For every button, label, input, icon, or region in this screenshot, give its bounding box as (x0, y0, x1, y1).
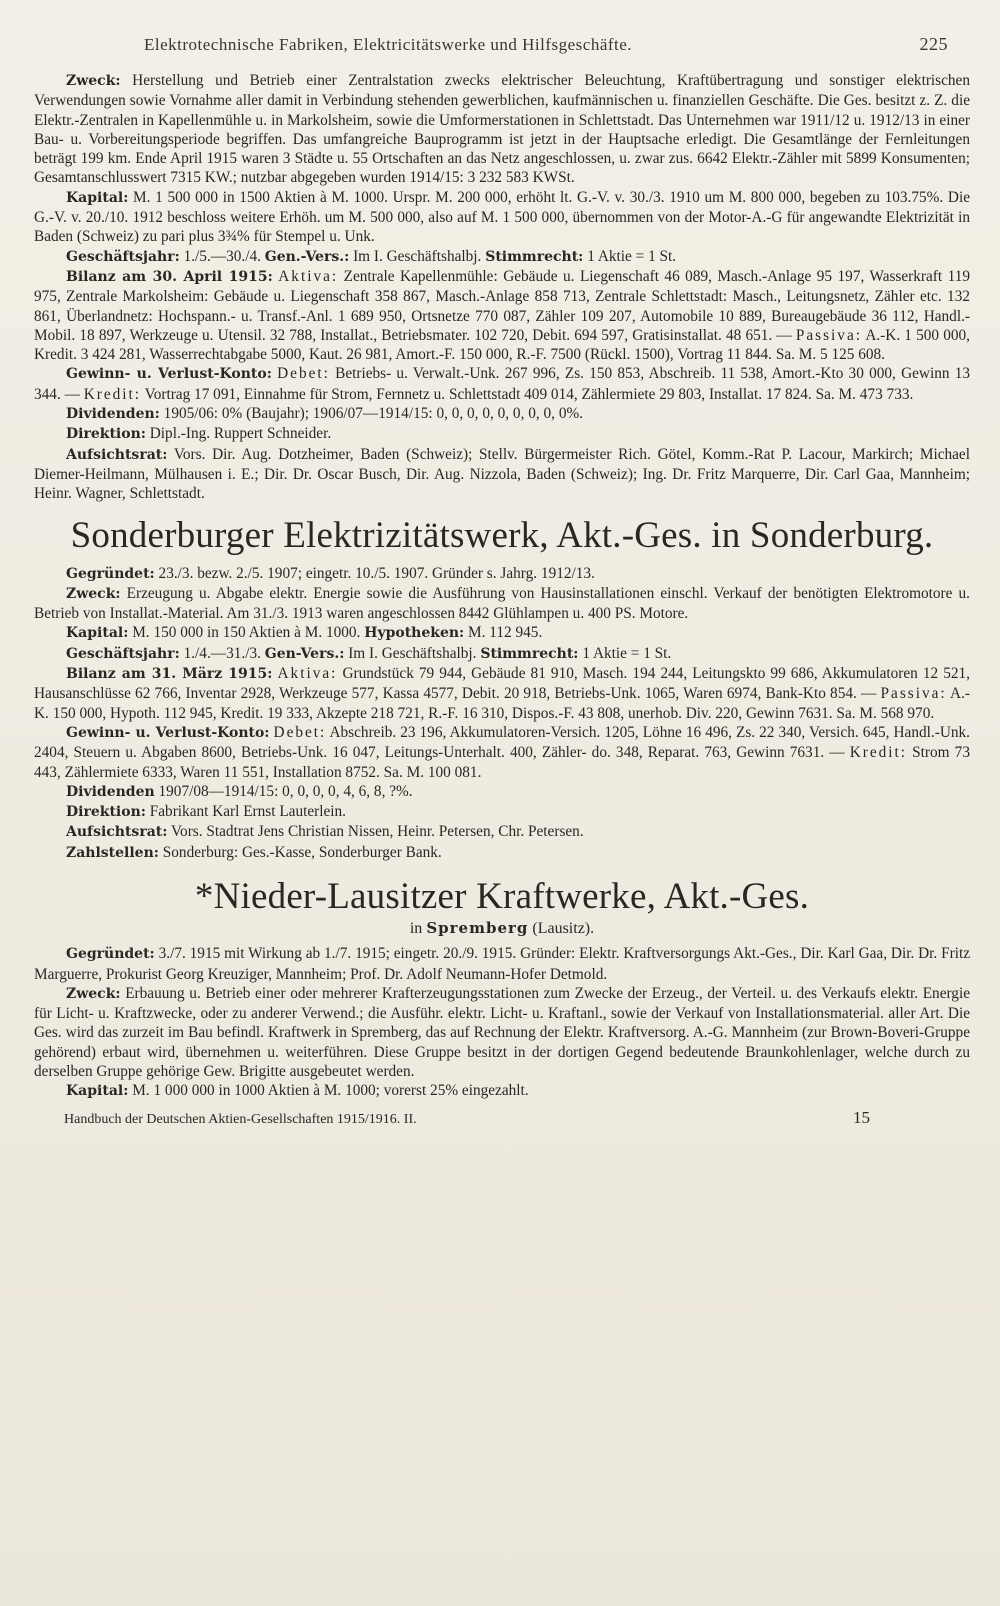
aufsichtsrat-text: Vors. Dir. Aug. Dotzheimer, Baden (Schweiz); Stellv. Bürgermeister Rich. Götel, Komm.-Rat P. Lacour, Markirch; Michael Diemer-Heilmann, Mülhausen i. E.; Dir. Dr. Oscar Busch, Dir. Aug. Nizzola, Baden (Schweiz); Ing. Dr. Fritz Marquerre, Dir. Carl Gaa, Mannheim; Heinr. Wagner, Schlettstadt. (34, 445, 970, 503)
passiva-text: A.-K. 1 500 000, Kredit. 3 424 281, Wasserrechtabgabe 5000, Kaut. 26 981, Amort.-F. 150 000, R.-F. 7500 (Rückl. 1500), Vortrag 11 844. Sa. M. 5 125 608. (34, 326, 970, 364)
kapital-text: M. 1 000 000 in 1000 Aktien à M. 1000; vorerst 25% eingezahlt. (132, 1082, 529, 1100)
gewinn-paragraph (34, 723, 970, 782)
gegruendet-label: Gegründet: (66, 565, 155, 582)
debet-text: Betriebs- u. Verwalt.-Unk. 267 996, Zs. 150 853, Abschreib. 11 538, Amort.-Kto 30 000, Gewinn 13 344. — (34, 365, 971, 403)
running-header (34, 34, 970, 55)
direktion-paragraph (34, 802, 970, 822)
zweck-label: Zweck: (66, 985, 121, 1002)
gen-vers-text: Im I. Geschäftshalbj. (348, 644, 477, 662)
direktion-text: Dipl.-Ing. Ruppert Schneider. (149, 425, 332, 443)
footer-source: Handbuch der Deutschen Aktien-Gesellschaften 1915/1916. II. (64, 1111, 417, 1127)
page-body (34, 71, 970, 1102)
kapital-text: M. 150 000 in 150 Aktien à M. 1000. (132, 624, 361, 642)
footer-sheet-number: 15 (853, 1107, 870, 1127)
geschaeftsjahr-text: 1./5.—30./4. (183, 247, 261, 265)
direktion-label: Direktion: (66, 426, 146, 443)
gegruendet-paragraph (34, 944, 970, 984)
geschaeftsjahr-label: Geschäftsjahr: (66, 248, 180, 265)
geschaeftsjahr-paragraph (34, 644, 970, 664)
stimmrecht-label: Stimmrecht: (485, 248, 584, 265)
direktion-label: Direktion: (66, 804, 146, 821)
bilanz-label: Bilanz am 31. März 1915: (66, 666, 273, 683)
zahlstellen-paragraph (34, 843, 970, 863)
location-city: Spremberg (426, 918, 529, 937)
dividenden-label: Dividenden (66, 783, 155, 800)
company-location (34, 919, 970, 938)
debet-label: Debet: (273, 723, 327, 741)
zweck-paragraph (34, 71, 970, 188)
gen-vers-label: Gen.-Vers.: (264, 248, 350, 265)
gen-vers-text: Im I. Geschäftshalbj. (353, 247, 482, 265)
aufsichtsrat-paragraph (34, 445, 970, 504)
stimmrecht-text: 1 Aktie = 1 St. (582, 644, 672, 662)
hypotheken-label: Hypotheken: (364, 625, 465, 642)
kapital-paragraph (34, 1081, 970, 1101)
dividenden-text: 1905/06: 0% (Baujahr); 1906/07—1914/15: 0, 0, 0, 0, 0, 0, 0, 0, 0%. (163, 405, 584, 423)
geschaeftsjahr-label: Geschäftsjahr: (66, 645, 180, 662)
company-title-nieder-lausitz: *Nieder-Lausitzer Kraftwerke, Akt.-Ges. (194, 875, 810, 917)
passiva-label: Passiva: (880, 685, 947, 703)
aktiva-text: Grundstück 79 944, Gebäude 81 910, Masch. 194 244, Leitungskto 99 686, Akkumulatoren 12 521, Hausanschlüsse 62 766, Inventar 2928, Werkzeuge 577, Kassa 4577, Debit. 20 918, Betriebs-Unk. 1065, Waren 6974, Bank-Kto 854. — (34, 665, 971, 703)
kredit-label: Kredit: (849, 744, 908, 762)
company-title-sonderburg: Sonderburger Elektrizitätswerk, Akt.-Ges. in Sonderburg. (70, 514, 934, 556)
kredit-text: Vortrag 17 091, Einnahme für Strom, Fernnetz u. Schlettstadt 409 014, Zählermiete 29 803, Installat. 17 824. Sa. M. 473 733. (144, 385, 914, 403)
gegruendet-text: 23./3. bezw. 2./5. 1907; eingetr. 10./5. 1907. Gründer s. Jahrg. 1912/13. (158, 564, 595, 582)
aktiva-text: Zentrale Kapellenmühle: Gebäude u. Liegenschaft 46 089, Masch.-Anlage 95 197, Wasserkraft 119 975, Zentrale Markolsheim: Gebäude u. Liegenschaft 358 867, Masch.-Anlage 858 713, Zentrale Schlettstadt: Masch., Leitungsnetz, Zähler etc. 132 861, Überlandnetz: Hochspann.- u. Transf.-Anl. 1 689 950, Ortsnetze 770 087, Zähler 109 207, Automobile 10 889, Bureaugebäude 36 112, Handl.-Mobil. 18 897, Werkzeuge u. Utensil. 32 788, Installat., Betriebsmater. 102 720, Debit. 694 597, Gratisinstallat. 48 651. — (34, 267, 970, 344)
stimmrecht-label: Stimmrecht: (480, 645, 579, 662)
passiva-text: A.-K. 150 000, Hypoth. 112 945, Kredit. 19 333, Akzepte 218 721, R.-F. 16 310, Dispos.-F. 43 808, unerhob. Div. 220, Gewinn 7631. Sa. M. 568 970. (34, 685, 970, 722)
geschaeftsjahr-paragraph (34, 247, 970, 267)
bilanz-paragraph (34, 267, 970, 364)
zweck-label: Zweck: (66, 585, 121, 602)
gegruendet-paragraph (34, 564, 970, 584)
geschaeftsjahr-text: 1./4.—31./3. (183, 644, 261, 662)
kapital-label: Kapital: (66, 189, 129, 206)
aufsichtsrat-label: Aufsichtsrat: (66, 824, 168, 841)
gegruendet-label: Gegründet: (66, 946, 155, 963)
zweck-label: Zweck: (66, 73, 121, 89)
aufsichtsrat-label: Aufsichtsrat: (66, 446, 168, 463)
location-suffix: (Lausitz). (532, 919, 595, 937)
zweck-text: Erzeugung u. Abgabe elektr. Energie sowie die Ausführung von Hausinstallationen einschl. Verkauf der benötigten Elektromotore u. Betrieb von Installat.-Material. Am 31./3. 1913 waren angeschlossen 8442 Glühlampen u. 400 PS. Motore. (34, 584, 970, 623)
gegruendet-text: 3./7. 1915 mit Wirkung ab 1./7. 1915; eingetr. 20./9. 1915. Gründer: Elektr. Kraftversorgungs Akt.-Ges., Dir. Karl Gaa, Dir. Dr. Fritz Marguerre, Prokurist Georg Kreuziger, Mannheim; Prof. Dr. Adolf Neumann-Hofer Detmold. (34, 945, 971, 983)
gewinn-paragraph (34, 364, 970, 404)
dividenden-text: 1907/08—1914/15: 0, 0, 0, 0, 4, 6, 8, ?%. (158, 782, 413, 800)
kapital-paragraph (34, 188, 970, 247)
zweck-text: Herstellung und Betrieb einer Zentralstation zwecks elektrischer Beleuchtung, Kraftübertragung und sonstiger elektrischen Verwendungen sowie Vornahme aller damit in Verbindung stehenden gewerblichen, kaufmännischen u. finanziellen Geschäfte. Die Ges. besitzt z. Z. die Elektr.-Zentralen in Kapellenmühle u. in Markolsheim, sowie die Umformerstationen in Schlettstadt. Das Unternehmen war 1911/12 u. 1912/13 in einer Bau- u. Vorbereitungsperiode begriffen. Das umfangreiche Bauprogramm ist jetzt in der Hauptsache erledigt. Die Gesamtlänge der Fernleitungen beträgt 199 km. Ende April 1915 waren 3 Städte u. 55 Ortschaften an das Netz angeschlossen, u. zwar zus. 6642 Elektr.-Zähler mit 5899 Konsumenten; Gesamtanschlusswert 7315 KW.; nutzbar abgegeben wurden 1914/15: 3 232 583 KWSt. (34, 72, 970, 187)
hypotheken-text: M. 112 945. (468, 624, 543, 642)
bilanz-paragraph (34, 664, 970, 723)
passiva-label: Passiva: (795, 326, 862, 344)
page-footer (34, 1102, 970, 1128)
bilanz-label: Bilanz am 30. April 1915: (66, 268, 273, 285)
direktion-paragraph (34, 424, 970, 444)
direktion-text: Fabrikant Karl Ernst Lauterlein. (149, 803, 346, 821)
dividenden-paragraph (34, 404, 970, 424)
dividenden-paragraph (34, 782, 970, 802)
kredit-label: Kredit: (83, 385, 142, 403)
aktiva-label: Aktiva: (278, 267, 339, 285)
running-title: Elektrotechnische Fabriken, Elektricitätswerke und Hilfsgeschäfte. (144, 35, 633, 54)
aufsichtsrat-paragraph (34, 822, 970, 842)
kapital-paragraph (34, 623, 970, 643)
gen-vers-label: Gen-Vers.: (264, 645, 345, 662)
debet-label: Debet: (277, 365, 330, 383)
zweck-paragraph (34, 984, 970, 1081)
page-number: 225 (919, 34, 948, 54)
kapital-text: M. 1 500 000 in 1500 Aktien à M. 1000. Urspr. M. 200 000, erhöht lt. G.-V. v. 30./3. 1910 um M. 800 000, begeben zu 103.75%. Die G.-V. v. 20./10. 1912 beschloss weitere Erhöh. um M. 500 000, also auf M. 1 500 000, übernommen von der Motor-A.-G für angewandte Elektrizität in Baden (Schweiz) zu pari plus 3¾% für Stempel u. Unk. (34, 188, 970, 246)
zweck-text: Erbauung u. Betrieb einer oder mehrerer Krafterzeugungsstationen zum Zwecke der Erzeug., der Verteil. u. des Verkaufs elektr. Energie für Licht- u. Kraftzwecke, oder zu anderer Verwend.; die Ausführ. elektr. Licht- u. Kraftanl., sowie der Verkauf von Installationsmaterial. aller Art. Die Ges. wird das zurzeit im Bau befindl. Kraftwerk in Spremberg, das auf Rechnung der Elektr. Kraftversorg. A.-G. Mannheim (zur Brown-Boveri-Gruppe gehörend) erbaut wird, übernehmen u. weiterführen. Diese Gruppe besitzt in der dortigen Gegend bedeutende Braunkohlenlager, welche durch zu derselben Gruppe gehörige Gew. Brigitte ausgebeutet werden. (34, 984, 970, 1081)
kapital-label: Kapital: (66, 1083, 129, 1100)
kapital-label: Kapital: (66, 625, 129, 642)
gewinn-label: Gewinn- u. Verlust-Konto: (66, 366, 272, 383)
zweck-paragraph (34, 584, 970, 624)
stimmrecht-text: 1 Aktie = 1 St. (587, 247, 677, 265)
debet-text: Abschreib. 23 196, Akkumulatoren-Versich. 1205, Löhne 16 496, Zs. 22 340, Versich. 645, Handl.-Unk. 2404, Steuern u. Abgaben 8600, Betriebs-Unk. 16 047, Leitungs-Unterhalt. 400, Zähler- do. 348, Reparat. 763, Gewinn 7631. — (34, 723, 970, 762)
dividenden-label: Dividenden: (66, 406, 160, 423)
zahlstellen-label: Zahlstellen: (66, 844, 159, 861)
zahlstellen-text: Sonderburg: Ges.-Kasse, Sonderburger Bank. (162, 843, 442, 861)
location-prefix: in (409, 919, 423, 937)
kredit-text: Strom 73 443, Zählermiete 6333, Waren 11 551, Installation 8752. Sa. M. 100 081. (34, 744, 970, 781)
aufsichtsrat-text: Vors. Stadtrat Jens Christian Nissen, Heinr. Petersen, Chr. Petersen. (170, 823, 584, 841)
gewinn-label: Gewinn- u. Verlust-Konto: (66, 724, 270, 741)
aktiva-label: Aktiva: (277, 665, 338, 683)
